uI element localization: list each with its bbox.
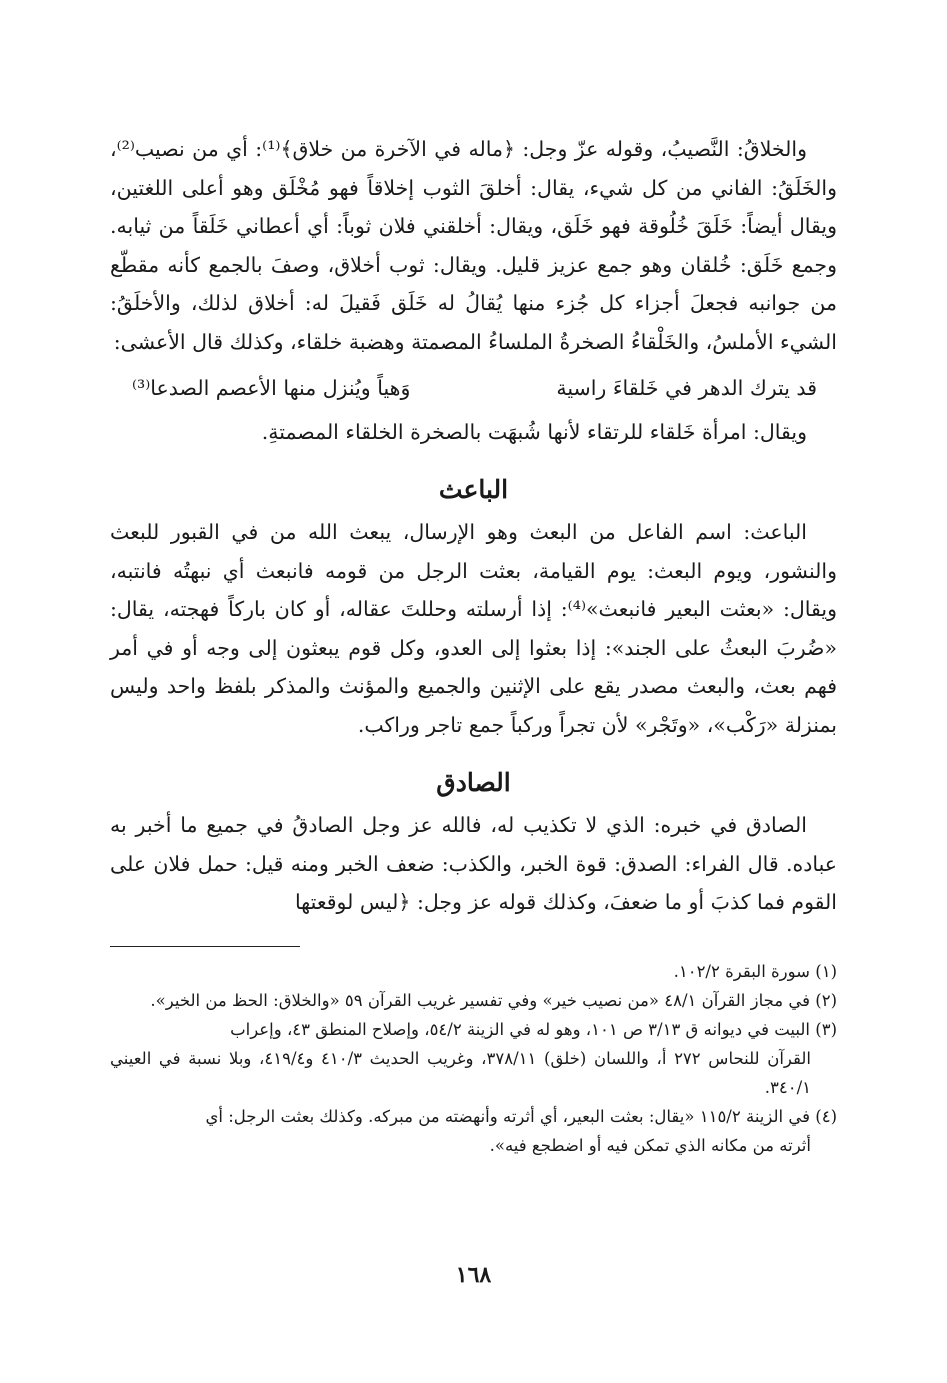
footnote-text: البيت في ديوانه ق ٣/١٣ ص ١٠١، وهو له في الزينة ٥٤/٢، وإصلاح المنطق ٤٣، وإعراب <box>230 1019 810 1039</box>
heading-alsadiq: الصادق <box>436 768 511 797</box>
footnote-number: (٣) <box>815 1019 837 1039</box>
footnote-number: (١) <box>815 961 837 981</box>
paragraph-albaith: الباعث: اسم الفاعل من البعث وهو الإرسال، يبعث الله من في القبور للبعث والنشور، ويوم البعث: يوم القيامة، بعثت الرجل من قومه فانبعث أي نبهتُه فانتبه، ويقال: «بعثت البعير فانبعث»⁽⁴⁾: إذا أرسلته وحللتَ عقاله، أو كان باركاً فهجته، يقال: «ضُربَ البعثُ على الجند»: إذا بعثوا إلى العدو، وكل قوم يبعثون إلى وجه أو في أمر فهم بعث، والبعث مصدر يقع على الإثنين والجميع والمؤنث والمذكر بلفظ واحد وليس بمنزلة «رَكْب»، «وتَجْر» لأن تجراً وركباً جمع تاجر وراكب. <box>110 520 838 737</box>
footnote-text: سورة البقرة ١٠٢/٢. <box>673 961 810 981</box>
footnote-number: (٤) <box>815 1106 837 1126</box>
footnote-3 <box>110 1015 837 1102</box>
footnote-1 <box>110 957 837 986</box>
footnote-2 <box>110 986 837 1015</box>
footnote-continuation: القرآن للنحاس ٢٧٢ أ، واللسان (خلق) ٣٧٨/١١، وغريب الحديث ٤١٠/٣ و٤١٩/٤، وبلا نسبة في العيني ٣٤٠/١. <box>110 1048 811 1097</box>
footnote-4 <box>110 1102 837 1160</box>
paragraph-khalqa: ويقال: امرأة خَلقاء للرتقاء لأنها شُبهَت بالصخرة الخلقاء المصمتةِ. <box>261 420 807 444</box>
paragraph-alsadiq: الصادق في خبره: الذي لا تكذيب له، فالله عز وجل الصادقُ في جميع ما أخبر به عباده. قال الفراء: الصدق: قوة الخبر، والكذب: ضعف الخبر ومنه قيل: حمل فلان على القوم فما كذبَ أو ما ضعفَ، وكذلك قوله عز وجل: ﴿ليس لوقعتها <box>110 813 837 914</box>
verse-first-hemistich: قد يترك الدهر في خَلقاءَ راسية <box>556 376 817 400</box>
footnote-text: في مجاز القرآن ٤٨/١ «من نصيب خير» وفي تفسير غريب القرآن ٥٩ «والخلاق: الحظ من الخير». <box>150 990 810 1010</box>
paragraph-khalaq: والخلاقُ: النَّصيبُ، وقوله عزّ وجل: ﴿ماله في الآخرة من خلاق﴾⁽¹⁾: أي من نصيب⁽²⁾، والخَلَقُ: الفاني من كل شيء، يقال: أخلقَ الثوب إخلاقاً فهو مُخْلَق وهو أعلى اللغتين، ويقال أيضاً: خَلَقَ خُلُوقة فهو خَلَق، ويقال: أخلقني فلان ثوباً: أي أعطاني خَلَقاً من ثيابه. وجمع خَلَق: خُلقان وهو جمع عزيز قليل. ويقال: ثوب أخلاق، وصفَ بالجمع كأنه مقطّع من جوانبه فجعلَ أجزاء كل جُزء منها يُقالُ له خَلَق فَقيلَ له: أخلاق لذلك، والأخلَقُ: الشيء الأملسُ، والخَلْقاءُ الصخرةُ الملساءُ المصمتة وهضبة خلقاء، وكذلك قال الأعشى: <box>110 137 837 354</box>
footnote-continuation: أثرته من مكانه الذي تمكن فيه أو اضطجع فيه». <box>489 1135 811 1155</box>
poetry-verse <box>110 369 837 407</box>
page-number: ١٦٨ <box>455 1262 492 1288</box>
footnote-text: في الزينة ١١٥/٢ «يقال: بعثت البعير، أي أثرته وأنهضته من مبركه. وكذلك بعثت الرجل: أي <box>205 1106 810 1126</box>
footnote-divider <box>110 946 300 947</box>
footnote-number: (٢) <box>815 990 837 1010</box>
verse-second-hemistich: وَهياً ويُنزل منها الأعصم الصدعا⁽³⁾ <box>132 376 411 400</box>
heading-albaith: الباعث <box>438 475 509 504</box>
